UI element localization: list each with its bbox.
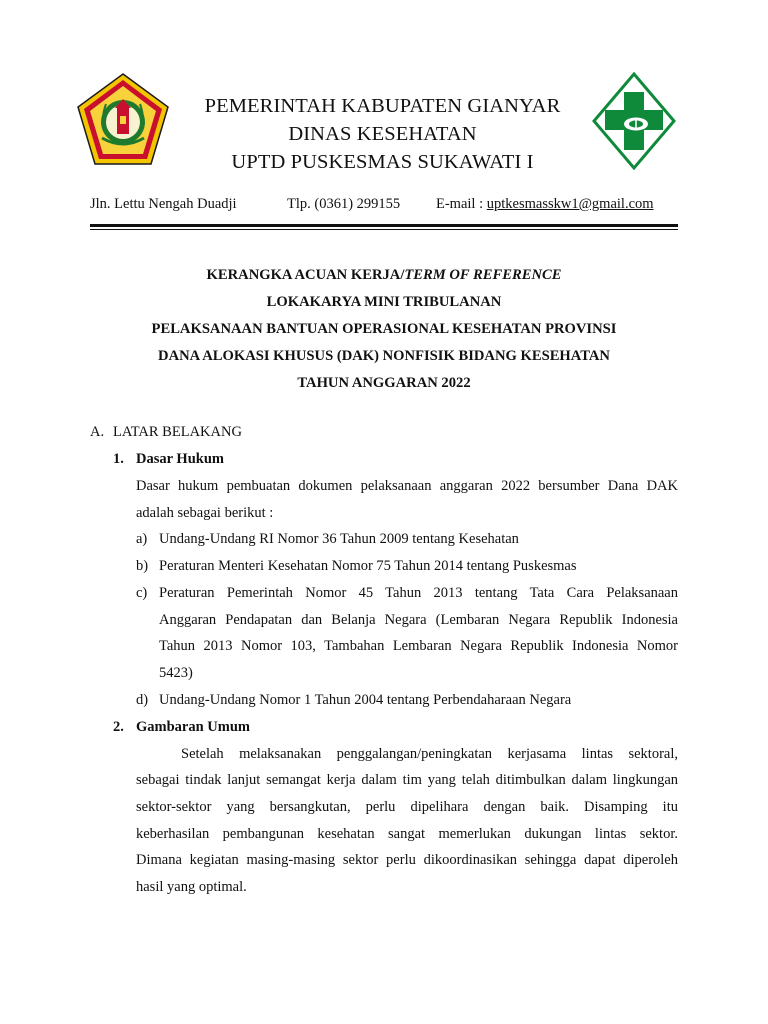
letterhead-rule-thick	[90, 224, 678, 227]
health-cross-icon	[592, 72, 676, 170]
list-item-c-line-1: Peraturan Pemerintah Nomor 45 Tahun 2013 tentang Tata Cara Pelaksanaan	[159, 585, 678, 601]
list-item-a-line-1: Undang-Undang RI Nomor 36 Tahun 2009 tentang Kesehatan	[159, 531, 519, 547]
item-2-line-1: Setelah melaksanakan penggalangan/peningkatan kerjasama lintas sektoral,	[181, 746, 678, 762]
section-a-heading: LATAR BELAKANG	[113, 424, 242, 440]
title-line-2: LOKAKARYA MINI TRIBULANAN	[266, 294, 502, 310]
item-2-line-5: Dimana kegiatan masing-masing sektor perlu dikoordinasikan sehingga dapat diperoleh	[136, 852, 678, 868]
list-marker-c: c)	[136, 585, 148, 601]
item-2-line-3: sektor-sektor yang bersangkutan, perlu dipelihara dengan baik. Disamping itu	[136, 799, 678, 815]
item-2-line-2: sebagai tindak lanjut semangat kerja dalam tim yang telah ditimbulkan dalam lingkungan	[136, 772, 678, 788]
item-1-marker: 1.	[113, 451, 124, 467]
email-line	[436, 196, 654, 213]
list-item-b-line-1: Peraturan Menteri Kesehatan Nomor 75 Tahun 2014 tentang Puskesmas	[159, 558, 577, 574]
email-link[interactable]: uptkesmasskw1@gmail.com	[486, 196, 654, 212]
title-line-1-main: KERANGKA ACUAN KERJA/	[206, 267, 405, 283]
title-line-1	[90, 262, 678, 289]
title-line-5: TAHUN ANGGARAN 2022	[297, 375, 471, 391]
title-line-1-italic: TERM OF REFERENCE	[404, 267, 562, 283]
section-a-marker: A.	[90, 424, 105, 440]
gianyar-emblem-icon	[76, 72, 170, 170]
letterhead-line-government: PEMERINTAH KABUPATEN GIANYAR	[204, 95, 561, 117]
item-1-intro-line-1: Dasar hukum pembuatan dokumen pelaksanaan anggaran 2022 bersumber Dana DAK	[136, 478, 678, 494]
list-item-c-line-4: 5423)	[159, 665, 193, 681]
list-marker-d: d)	[136, 692, 149, 708]
email-label: E-mail :	[436, 196, 487, 212]
item-2-heading: Gambaran Umum	[136, 719, 250, 735]
phone-text: Tlp. (0361) 299155	[287, 196, 401, 212]
list-marker-b: b)	[136, 558, 149, 574]
document-title	[90, 262, 678, 397]
list-item-c-line-2: Anggaran Pendapatan dan Belanja Negara (Lembaran Negara Republik Indonesia	[159, 612, 678, 628]
address-text: Jln. Lettu Nengah Duadji	[90, 196, 237, 212]
title-line-4: DANA ALOKASI KHUSUS (DAK) NONFISIK BIDANG KESEHATAN	[158, 348, 610, 364]
item-1-heading: Dasar Hukum	[136, 451, 224, 467]
title-line-3: PELAKSANAAN BANTUAN OPERASIONAL KESEHATAN PROVINSI	[151, 321, 617, 337]
letterhead-line-puskesmas: UPTD PUSKESMAS SUKAWATI I	[231, 151, 534, 173]
item-2-line-6: hasil yang optimal.	[136, 879, 247, 895]
letterhead-rule-thin	[90, 229, 678, 230]
list-item-d-line-1: Undang-Undang Nomor 1 Tahun 2004 tentang Perbendaharaan Negara	[159, 692, 572, 708]
list-marker-a: a)	[136, 531, 148, 547]
list-item-c-line-3: Tahun 2013 Nomor 103, Tambahan Lembaran Negara Republik Indonesia Nomor	[159, 638, 678, 654]
item-2-marker: 2.	[113, 719, 124, 735]
item-2-line-4: keberhasilan pembangunan kesehatan sangat memerlukan dukungan lintas sektor.	[136, 826, 678, 842]
item-1-intro-line-2: adalah sebagai berikut :	[136, 505, 274, 521]
letterhead-line-department: DINAS KESEHATAN	[288, 123, 477, 145]
